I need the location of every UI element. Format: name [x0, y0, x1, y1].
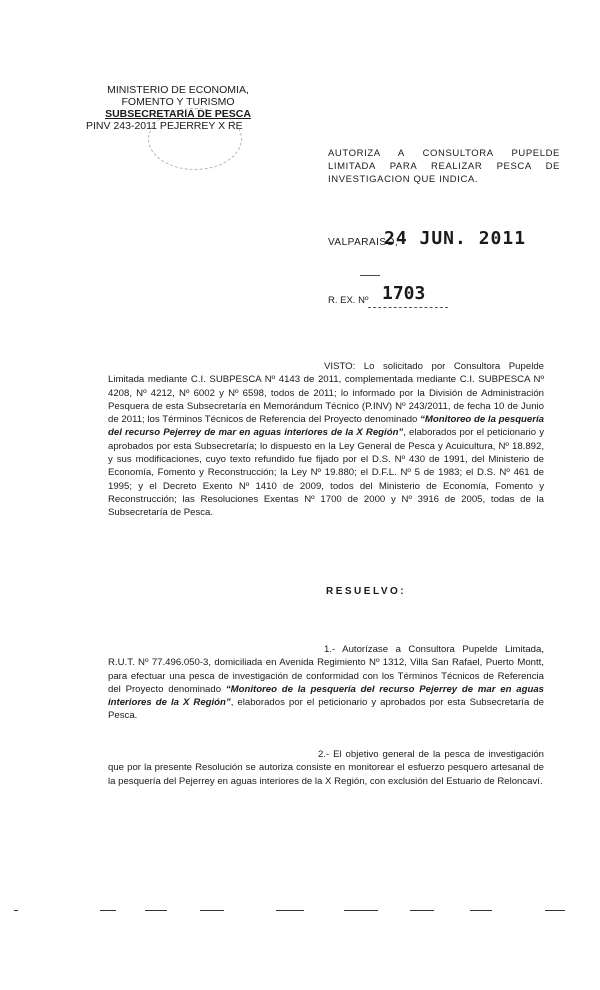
- item-2-text: 2.- El objetivo general de la pesca de investigación que por la presente Resolución se autoriza consiste en monitorear el esfuerzo pesquero artesanal de la pesquería del Pejerrey en aguas interiores de la X Región, con exclusión del Estuario de Reloncaví.: [108, 749, 544, 787]
- subsecretaria-line: SUBSECRETARIA DE PESCA: [105, 108, 251, 120]
- item-1-paragraph: [108, 643, 544, 723]
- resuelvo-heading: RESUELVO:: [326, 586, 407, 597]
- item-1-project-title: “Monitoreo de la pesquería del recurso Pejerrey de mar en aguas interiores de la X Región”: [108, 683, 544, 709]
- item-1-text-1: 1.- Autorízase a Consultora Pupelde Limitada, R.U.T. Nº 77.496.050-3, domiciliada en Avenida Regimiento Nº 1312, Villa San Rafael, Puerto Montt, para efectuar una pesca de investigación de conformidad con los Términos Técnicos de Referencia del Proyecto denominado: [108, 644, 544, 695]
- footer-dash: [410, 910, 434, 911]
- footer-dash: [344, 910, 378, 911]
- visto-text-2: , elaborados por el peticionario y aprobados por esta Subsecretaría; lo dispuesto en la Ley General de Pesca y Acuicultura, Nº 18.892, y sus modificaciones, cuyo texto refundido fue fijado por el D.S. Nº 430 de 1991, del Ministerio de Economía, Fomento y Reconstrucción; la Ley Nº 19.880; el D.F.L. Nº 5 de 1983; el D.S. Nº 461 de 1995; y el Decreto Exento Nº 1410 de 2009, todos del Ministerio de Economía, Fomento y Reconstrucción; las Resoluciones Exentas Nº 1700 de 2000 y Nº 3916 de 2005, todas de la Subsecretaría de Pesca.: [108, 427, 544, 519]
- item-2-paragraph: [108, 748, 544, 788]
- rex-underline: [368, 307, 448, 308]
- footer-dash: [545, 910, 565, 911]
- footer-dash: [276, 910, 304, 911]
- resolution-subject: AUTORIZA A CONSULTORA PUPELDE LIMITADA PARA REALIZAR PESCA DE INVESTIGACION QUE INDICA.: [328, 148, 560, 185]
- reference-line: PINV 243-2011 PEJERREY X RE: [86, 120, 243, 132]
- ministry-line: MINISTERIO DE ECONOMIA,: [107, 84, 249, 96]
- rex-mark: [360, 275, 380, 276]
- resolution-number: 1703: [382, 283, 426, 304]
- rex-label: R. EX. Nº: [328, 295, 369, 306]
- footer-dash: [100, 910, 116, 911]
- visto-paragraph: [108, 360, 544, 520]
- item-1-text-2: , elaborados por el peticionario y aprobados por esta Subsecretaría de Pesca.: [108, 697, 544, 722]
- stamped-date: 24 JUN. 2011: [384, 228, 527, 249]
- visto-label: VISTO:: [324, 361, 356, 372]
- visto-project-title: “Monitoreo de la pesquería del recurso Pejerrey de mar en aguas interiores de la X Región”: [108, 414, 544, 439]
- footer-dash: [14, 910, 18, 911]
- footer-dash: [145, 910, 167, 911]
- visto-text-1: Lo solicitado por Consultora Pupelde Limitada mediante C.I. SUBPESCA Nº 4143 de 2011, complementada mediante C.I. SUBPESCA Nº 4208, Nº 4212, Nº 6002 y Nº 6598, todos de 2011; lo informado por la División de Administración Pesquera de esta Subsecretaría en Memorándum Técnico (P.INV) Nº 243/2011, de fecha 10 de Junio de 2011; los Términos Técnicos de Referencia del Proyecto denominado: [108, 361, 544, 426]
- ministry-line-2: FOMENTO Y TURISMO: [121, 96, 235, 108]
- place: VALPARAISO,: [328, 237, 399, 248]
- footer-dash: [470, 910, 492, 911]
- footer-dash: [200, 910, 224, 911]
- official-stamp: [148, 108, 242, 170]
